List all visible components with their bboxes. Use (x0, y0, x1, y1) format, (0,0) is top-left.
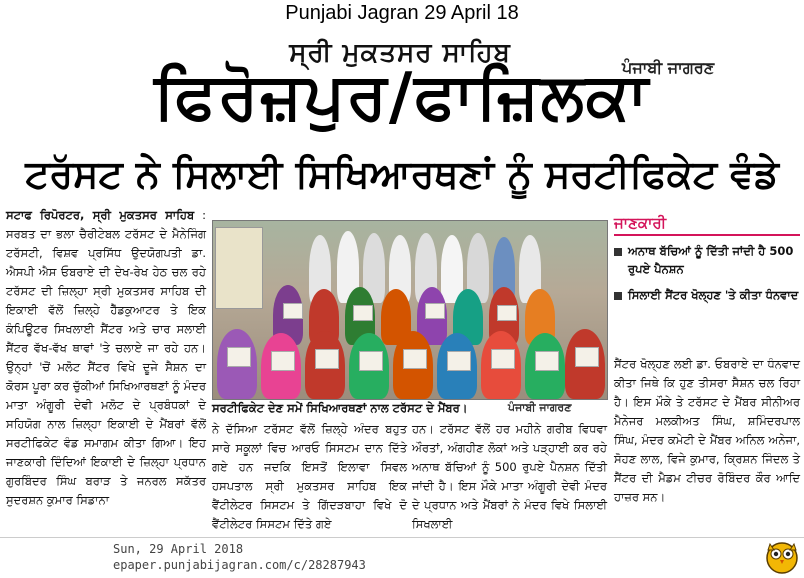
article-column-3: ਹਨ। ਟਰੱਸਟ ਵੱਲੋਂ ਹਰ ਮਹੀਨੇ ਗਰੀਬ ਵਿਧਵਾ ਔਰਤਾਂ, ਅੰਗਹੀਣ ਲੋਕਾਂ ਅਤੇ ਪੜ੍ਹਾਈ ਕਰ ਰਹੇ ਅਨਾਥ ਬੱਚਿਆਂ ਨੂੰ 500 ਰੁਪਏ ਪੈਨਸ਼ਨ ਦਿੱਤੀ ਜਾਂਦੀ ਹੈ। ਇਸ ਮੌਕੇ ਮਾਤਾ ਅੰਗੂਰੀ ਦੇਵੀ ਮੰਦਰ ਦੇ ਪ੍ਰਧਾਨ ਅਤੇ ਮੈਂਬਰਾਂ ਨੇ ਮੰਦਰ ਵਿਖੇ ਸਿਲਾਈ ਸਿਖਲਾਈ (412, 422, 607, 531)
certificate (447, 351, 471, 371)
newspaper-brand: ਪੰਜਾਬੀ ਜਾਗਰਣ (622, 58, 715, 77)
certificate (491, 349, 515, 369)
byline: ਸਟਾਫ ਰਿਪੋਰਟਰ, ਸ੍ਰੀ ਮੁਕਤਸਰ ਸਾਹਿਬ (6, 208, 195, 222)
certificate (315, 349, 339, 369)
info-item-text: ਸਿਲਾਈ ਸੈਂਟਰ ਖੋਲ੍ਹਣ 'ਤੇ ਕੀਤਾ ਧੰਨਵਾਦ (628, 288, 799, 302)
info-box (614, 206, 800, 348)
bullet-icon (614, 248, 622, 256)
photo-banner (215, 227, 263, 309)
footer-date: Sun, 29 April 2018 (113, 542, 244, 556)
article-column-4: ਸੈਂਟਰ ਖੋਲ੍ਹਣ ਲਈ ਡਾ. ਓਬਰਾਏ ਦਾ ਧੰਨਵਾਦ ਕੀਤਾ ਜਿਥੇ ਕਿ ਹੁਣ ਤੀਸਰਾ ਸੈਸ਼ਨ ਚਲ ਰਿਹਾ ਹੈ। ਇਸ ਮੌਕੇ ਤੇ ਟਰੱਸਟ ਦੇ ਮੈਂਬਰ ਸੀਨੀਅਰ ਮੈਨੇਜਰ ਮਲਕੀਅਤ ਸਿੰਘ, ਸ਼ਮਿੰਦਰਪਾਲ ਸਿੰਘ, ਮੰਦਰ ਕਮੇਟੀ ਦੇ ਮੈਂਬਰ ਅਨਿਲ ਅਨੇਜਾ, ਸੋਹਣ ਲਾਲ, ਵਿਜੇ ਕੁਮਾਰ, ਕ੍ਰਿਸ਼ਨ ਜਿੰਦਲ ਤੇ ਸੈਂਟਰ ਦੀ ਮੈਡਮ ਟੀਚਰ ਰੋਬਿੰਦਰ ਕੌਰ ਆਦਿ ਹਾਜ਼ਰ ਸਨ। (614, 357, 800, 504)
certificate (271, 351, 295, 371)
photo-caption-brand: ਪੰਜਾਬੀ ਜਾਗਰਣ (508, 401, 572, 414)
page-caption: Punjabi Jagran 29 April 18 (285, 2, 519, 24)
certificate (497, 305, 517, 321)
info-box-heading: ਜਾਣਕਾਰੀ (614, 214, 800, 236)
footer-divider (0, 537, 804, 538)
owl-logo-icon (764, 536, 800, 574)
article-column-2: ਨੇ ਦੱਸਿਆ ਟਰੱਸਟ ਵੱਲੋਂ ਜ਼ਿਲ੍ਹੇ ਅੰਦਰ ਬਹੁਤ ਸਾਰੇ ਸਕੂਲਾਂ ਵਿਚ ਆਰਓ ਸਿਸਟਮ ਦਾਨ ਦਿੱਤੇ ਗਏ ਹਨ ਜਦਕਿ ਇਸਤੋਂ ਇਲਾਵਾ ਸਿਵਲ ਹਸਪਤਾਲ ਸ੍ਰੀ ਮੁਕਤਸਰ ਸਾਹਿਬ ਇਕ ਵੈਂਟੀਲੇਟਰ ਸਿਸਟਮ ਤੇ ਗਿੱਦੜਬਾਹਾ ਵਿਖੇ ਦੋ ਵੈਂਟੀਲੇਟਰ ਸਿਸਟਮ ਦਿੱਤੇ ਗਏ (212, 422, 407, 531)
info-item-text: ਅਨਾਥ ਬੱਚਿਆਂ ਨੂੰ ਦਿੱਤੀ ਜਾਂਦੀ ਹੈ 500 ਰੁਪਏ ਪੈਨਸ਼ਨ (628, 244, 794, 276)
article-photo (212, 220, 608, 400)
certificate (227, 347, 251, 367)
bullet-icon (614, 292, 622, 300)
certificate (575, 347, 599, 367)
location-subtitle: ਸ੍ਰੀ ਮੁਕਤਸਰ ਸਾਹਿਬ (289, 38, 511, 68)
certificate (359, 351, 383, 371)
certificate (353, 305, 373, 321)
info-item (614, 286, 800, 304)
certificate (283, 303, 303, 319)
photo-caption: ਸਰਟੀਫਿਕੇਟ ਦੇਣ ਸਮੇਂ ਸਿਖਿਆਰਥਣਾਂ ਨਾਲ ਟਰੱਸਟ ਦੇ ਮੈਂਬਰ। (212, 401, 468, 415)
footer-url[interactable]: epaper.punjabijagran.com/c/28287943 (113, 558, 366, 572)
article-column-1 (6, 206, 206, 510)
certificate (535, 351, 559, 371)
section-title: ਫਿਰੋਜ਼ਪੁਰ/ਫਾਜ਼ਿਲਕਾ (154, 60, 650, 134)
certificate (403, 349, 427, 369)
certificate (425, 303, 445, 319)
article-headline: ਟਰੱਸਟ ਨੇ ਸਿਲਾਈ ਸਿਖਿਆਰਥਣਾਂ ਨੂੰ ਸਰਟੀਫਿਕੇਟ ਵੰਡੇ (25, 152, 779, 196)
column-1-text: : ਸਰਬਤ ਦਾ ਭਲਾ ਚੈਰੀਟੇਬਲ ਟਰੱਸਟ ਦੇ ਮੈਨੇਜਿੰਗ ਟਰੱਸਟੀ, ਵਿਸ਼ਵ ਪ੍ਰਸਿੱਧ ਉਦਯੋਗਪਤੀ ਡਾ. ਐਸਪੀ ਐਸ ਓਬਰਾਏ ਦੀ ਦੇਖ-ਰੇਖ ਹੇਠ ਚਲ ਰਹੇ ਟਰੱਸਟ ਦੀ ਜ਼ਿਲ੍ਹਾ ਸ੍ਰੀ ਮੁਕਤਸਰ ਸਾਹਿਬ ਦੀ ਇਕਾਈ ਵੱਲੋਂ ਜ਼ਿਲ੍ਹੇ ਹੈੱਡਕੁਆਟਰ ਤੇ ਇਕ ਕੰਪਿਊਟਰ ਸਿਖਲਾਈ ਸੈਂਟਰ ਅਤੇ ਚਾਰ ਸਲਾਈ ਸੈਂਟਰ ਵੱਖ-ਵੱਖ ਥਾਵਾਂ 'ਤੇ ਚਲਾਏ ਜਾ ਰਹੇ ਹਨ। ਉਨ੍ਹਾਂ 'ਚੋਂ ਮਲੋਟ ਸੈਂਟਰ ਵਿਖੇ ਦੂਜੇ ਸੈਸ਼ਨ ਦਾ ਕੋਰਸ ਪੂਰਾ ਕਰ ਚੁੱਕੀਆਂ ਸਿਖਿਆਰਥਣਾਂ ਨੂੰ ਮੰਦਰ ਮਾਤਾ ਅੰਗੂਰੀ ਦੇਵੀ ਮਲੋਟ ਦੇ ਪ੍ਰਬੰਧਕਾਂ ਦੇ ਸਹਿਯੋਗ ਨਾਲ ਜ਼ਿਲ੍ਹਾ ਇਕਾਈ ਦੇ ਮੈਂਬਰਾਂ ਵੱਲੋਂ ਸਰਟੀਫਿਕੇਟ ਵੰਡ ਸਮਾਗਮ ਕੀਤਾ ਗਿਆ। ਇਹ ਜਾਣਕਾਰੀ ਦਿੰਦਿਆਂ ਇਕਾਈ ਦੇ ਜ਼ਿਲ੍ਹਾ ਪ੍ਰਧਾਨ ਗੁਰਬਿੰਦਰ ਸਿੰਘ ਬਰਾੜ ਤੇ ਜਨਰਲ ਸਕੱਤਰ ਸੁਦਰਸ਼ਨ ਕੁਮਾਰ ਸਿਡਾਨਾ (6, 208, 207, 507)
info-item (614, 242, 800, 278)
